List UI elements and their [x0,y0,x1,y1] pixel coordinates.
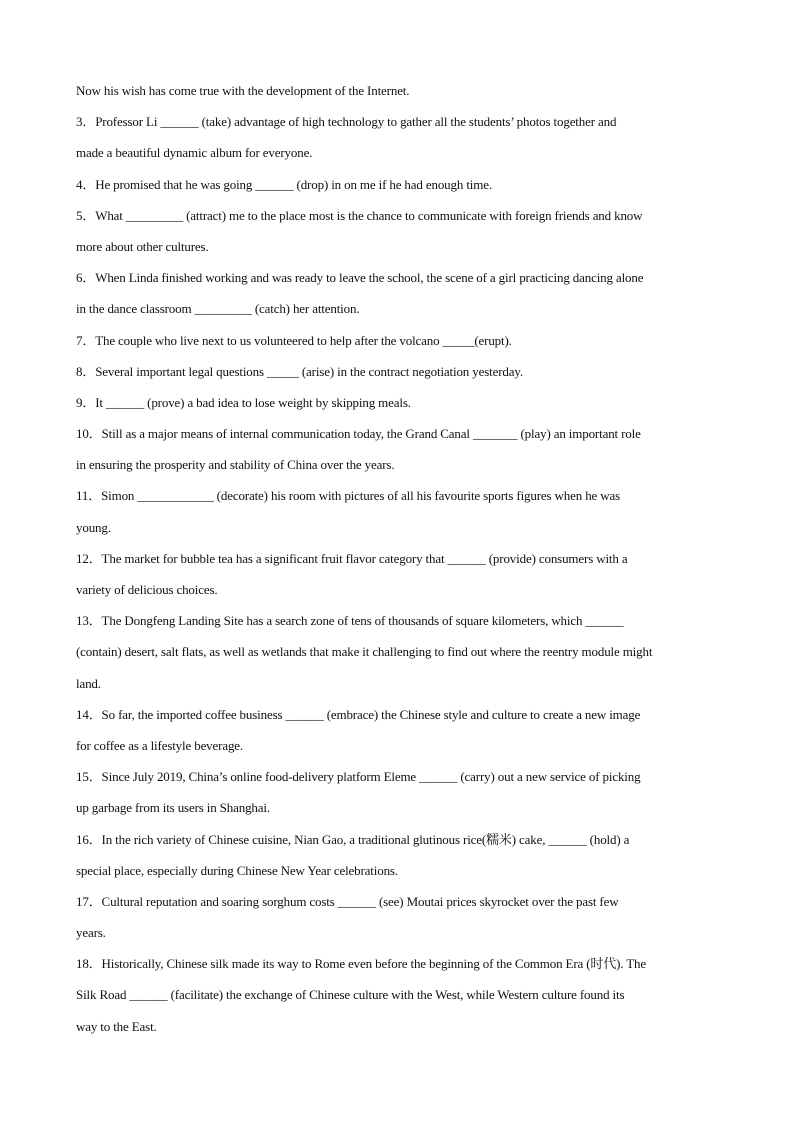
question-9-line: 9．It ______ (prove) a bad idea to lose weight by skipping meals. [76,394,411,410]
question-5-line: 5．What _________ (attract) me to the place most is the chance to communicate with foreign friends and know [76,207,643,223]
text-line: variety of delicious choices. [76,582,218,597]
question-11-line: 11．Simon ____________ (decorate) his room with pictures of all his favourite sports figures when he was [76,488,621,504]
question-17-line: 17．Cultural reputation and soaring sorghum costs ______ (see) Moutai prices skyrocket over the past few [76,893,619,909]
text-line: (contain) desert, salt flats, as well as wetlands that make it challenging to find out where the reentry module might [76,644,653,660]
text-line: young. [76,519,111,535]
text-line: special place, especially during Chinese New Year celebrations. [76,862,398,878]
worksheet-page [76,79,718,1046]
text-line: more about other cultures. [76,238,209,254]
question-13-line: 13．The Dongfeng Landing Site has a search zone of tens of thousands of square kilometers, which ______ [76,613,624,629]
text-line: up garbage from its users in Shanghai. [76,800,270,816]
question-10-line: 10．Still as a major means of internal communication today, the Grand Canal _______ (play) an important role [76,426,641,442]
question-3-line: 3．Professor Li ______ (take) advantage of high technology to gather all the students’ photos together and [76,114,617,130]
question-4-line: 4．He promised that he was going ______ (drop) in on me if he had enough time. [76,176,492,192]
text-line: Silk Road ______ (facilitate) the exchange of Chinese culture with the West, while Western culture found its [76,987,625,1003]
question-6-line: 6．When Linda finished working and was ready to leave the school, the scene of a girl practicing dancing alone [76,270,644,286]
text-line: Now his wish has come true with the development of the Internet. [76,83,410,98]
text-line: years. [76,925,106,941]
text-line: in the dance classroom _________ (catch) her attention. [76,301,360,317]
question-8-line: 8．Several important legal questions _____ (arise) in the contract negotiation yesterday. [76,363,523,379]
question-12-line: 12．The market for bubble tea has a significant fruit flavor category that ______ (provide) consumers with a [76,550,628,566]
text-line: made a beautiful dynamic album for everyone. [76,145,313,161]
text-line: way to the East. [76,1018,157,1034]
text-line: in ensuring the prosperity and stability of China over the years. [76,457,395,473]
question-15-line: 15．Since July 2019, China’s online food-delivery platform Eleme ______ (carry) out a new service of picking [76,769,641,785]
question-14-line: 14．So far, the imported coffee business ______ (embrace) the Chinese style and culture to create a new image [76,706,641,722]
question-7-line: 7．The couple who live next to us volunteered to help after the volcano _____(erupt). [76,332,512,348]
question-18-line: 18．Historically, Chinese silk made its way to Rome even before the beginning of the Common Era (时代). The [76,956,646,972]
question-16-line: 16．In the rich variety of Chinese cuisine, Nian Gao, a traditional glutinous rice(糯米) cake, ______ (hold) a [76,831,630,847]
text-line: land. [76,675,101,691]
text-line: for coffee as a lifestyle beverage. [76,737,244,753]
